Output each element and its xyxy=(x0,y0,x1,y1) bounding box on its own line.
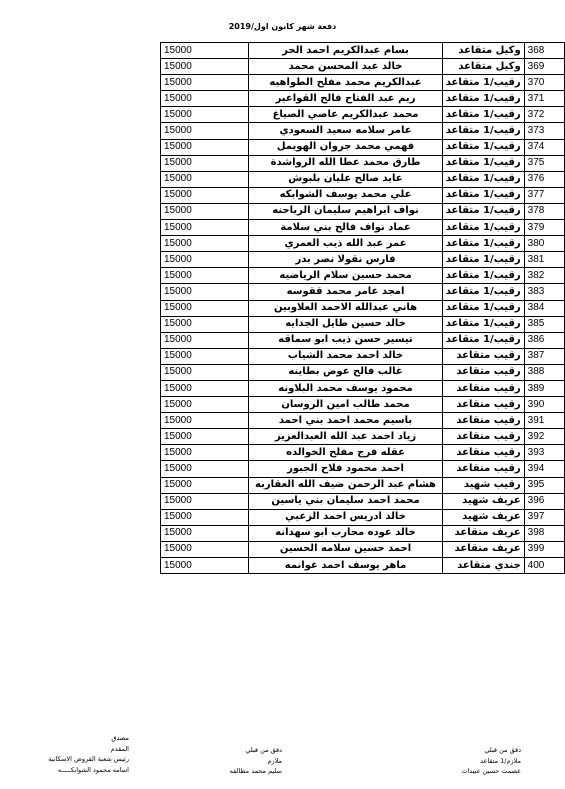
row-number-cell: 373 xyxy=(524,123,564,139)
name-cell: هاني عبدالله الاحمد العلاوبين xyxy=(249,300,442,316)
amount-cell: 15000 xyxy=(161,187,249,203)
name-cell: امجد عامر محمد ققوسه xyxy=(249,284,442,300)
table-row xyxy=(161,525,565,541)
table-row xyxy=(161,203,565,219)
table-row xyxy=(161,107,565,123)
row-number-cell: 400 xyxy=(524,558,564,574)
rank-cell: رقيب/1 متقاعد xyxy=(442,123,524,139)
rank-cell: رقيب متقاعد xyxy=(442,348,524,364)
row-number-cell: 374 xyxy=(524,139,564,155)
table-row xyxy=(161,332,565,348)
rank-cell: رقيب متقاعد xyxy=(442,429,524,445)
amount-cell: 15000 xyxy=(161,300,249,316)
table-row xyxy=(161,364,565,380)
amount-cell: 15000 xyxy=(161,397,249,413)
name-cell: عايد صالح عليان بلبوش xyxy=(249,171,442,187)
row-number-cell: 370 xyxy=(524,75,564,91)
rank-cell: رقيب/1 متقاعد xyxy=(442,203,524,219)
row-number-cell: 386 xyxy=(524,332,564,348)
signature-line: مصدق xyxy=(111,734,129,742)
row-number-cell: 387 xyxy=(524,348,564,364)
row-number-cell: 381 xyxy=(524,252,564,268)
rank-cell: رقيب متقاعد xyxy=(442,397,524,413)
name-cell: محمود يوسف محمد البلاونه xyxy=(249,380,442,396)
signature-line: رئيس شعبة القروض الاسكانية xyxy=(48,755,129,763)
row-number-cell: 396 xyxy=(524,493,564,509)
name-cell: خالد حسين طايل الجدايه xyxy=(249,316,442,332)
signature-line: المقدم xyxy=(110,744,129,753)
amount-cell: 15000 xyxy=(161,380,249,396)
amount-cell: 15000 xyxy=(161,155,249,171)
name-cell: احمد حسين سلامه الحسين xyxy=(249,541,442,557)
rank-cell: رقيب/1 متقاعد xyxy=(442,155,524,171)
rank-cell: رقيب متقاعد xyxy=(442,380,524,396)
row-number-cell: 380 xyxy=(524,236,564,252)
rank-cell: عريف متقاعد xyxy=(442,541,524,557)
amount-cell: 15000 xyxy=(161,284,249,300)
name-cell: محمد طالب امين الروسان xyxy=(249,397,442,413)
amount-cell: 15000 xyxy=(161,171,249,187)
name-cell: ريم عبد الفتاح فالح القواعير xyxy=(249,91,442,107)
signature-block-checker-1 xyxy=(461,745,521,777)
table-row xyxy=(161,43,565,59)
row-number-cell: 390 xyxy=(524,397,564,413)
table-row xyxy=(161,477,565,493)
amount-cell: 15000 xyxy=(161,558,249,574)
table-row xyxy=(161,268,565,284)
name-cell: تيسير حسن ذيب ابو سماقه xyxy=(249,332,442,348)
name-cell: خالد احمد محمد الشياب xyxy=(249,348,442,364)
row-number-cell: 398 xyxy=(524,525,564,541)
rank-cell: جندي متقاعد xyxy=(442,558,524,574)
payment-table-body xyxy=(161,43,565,574)
table-row xyxy=(161,236,565,252)
signature-line: دقق من قبلي xyxy=(245,746,282,754)
signature-line: دقق من قبلي xyxy=(484,746,521,754)
rank-cell: رقيب/1 متقاعد xyxy=(442,332,524,348)
rank-cell: رقيب/1 متقاعد xyxy=(442,107,524,123)
row-number-cell: 375 xyxy=(524,155,564,171)
amount-cell: 15000 xyxy=(161,316,249,332)
amount-cell: 15000 xyxy=(161,348,249,364)
name-cell: محمد عبدالكريم عاصي الصياغ xyxy=(249,107,442,123)
rank-cell: رقيب/1 متقاعد xyxy=(442,75,524,91)
amount-cell: 15000 xyxy=(161,91,249,107)
name-cell: باسيم محمد احمد بني احمد xyxy=(249,413,442,429)
table-row xyxy=(161,252,565,268)
row-number-cell: 392 xyxy=(524,429,564,445)
signature-line: سليم محمد مطالقه xyxy=(229,767,282,775)
name-cell: فهمي محمد جروان الهويمل xyxy=(249,139,442,155)
table-row xyxy=(161,429,565,445)
table-row xyxy=(161,493,565,509)
table-row xyxy=(161,171,565,187)
name-cell: خالد عوده محارب ابو سهدانه xyxy=(249,525,442,541)
amount-cell: 15000 xyxy=(161,59,249,75)
amount-cell: 15000 xyxy=(161,332,249,348)
table-row xyxy=(161,75,565,91)
table-row xyxy=(161,123,565,139)
amount-cell: 15000 xyxy=(161,493,249,509)
amount-cell: 15000 xyxy=(161,445,249,461)
rank-cell: رقيب/1 متقاعد xyxy=(442,91,524,107)
amount-cell: 15000 xyxy=(161,541,249,557)
rank-cell: رقيب متقاعد xyxy=(442,364,524,380)
signature-line: عصمت حسين عبيدات xyxy=(461,767,521,775)
signature-block-approver xyxy=(48,733,129,775)
rank-cell: رقيب/1 متقاعد xyxy=(442,220,524,236)
name-cell: عامر سلامه سعيد السعودي xyxy=(249,123,442,139)
rank-cell: وكيل متقاعد xyxy=(442,43,524,59)
amount-cell: 15000 xyxy=(161,107,249,123)
table-row xyxy=(161,413,565,429)
name-cell: محمد احمد سليمان بني ياسين xyxy=(249,493,442,509)
rank-cell: رقيب/1 متقاعد xyxy=(442,300,524,316)
table-row xyxy=(161,397,565,413)
name-cell: ماهر يوسف احمد غوانمه xyxy=(249,558,442,574)
row-number-cell: 372 xyxy=(524,107,564,123)
amount-cell: 15000 xyxy=(161,364,249,380)
name-cell: بسام عبدالكريم احمد الحر xyxy=(249,43,442,59)
rank-cell: رقيب/1 متقاعد xyxy=(442,316,524,332)
signature-line: ملازم/1 متقاعد xyxy=(480,756,521,765)
rank-cell: رقيب/1 متقاعد xyxy=(442,268,524,284)
rank-cell: رقيب متقاعد xyxy=(442,413,524,429)
table-row xyxy=(161,220,565,236)
row-number-cell: 382 xyxy=(524,268,564,284)
amount-cell: 15000 xyxy=(161,75,249,91)
row-number-cell: 388 xyxy=(524,364,564,380)
amount-cell: 15000 xyxy=(161,413,249,429)
name-cell: احمد محمود فلاح الجبور xyxy=(249,461,442,477)
table-row xyxy=(161,445,565,461)
signature-line: اسامه محمود الشوابكـــــه xyxy=(57,765,129,774)
rank-cell: عريف شهيد xyxy=(442,509,524,525)
row-number-cell: 368 xyxy=(524,43,564,59)
row-number-cell: 377 xyxy=(524,187,564,203)
rank-cell: وكيل متقاعد xyxy=(442,59,524,75)
rank-cell: عريف متقاعد xyxy=(442,525,524,541)
name-cell: خالد عبد المحسن محمد xyxy=(249,59,442,75)
row-number-cell: 379 xyxy=(524,220,564,236)
name-cell: عماد نواف فالح بني سلامة xyxy=(249,220,442,236)
rank-cell: رقيب/1 متقاعد xyxy=(442,236,524,252)
rank-cell: رقيب/1 متقاعد xyxy=(442,171,524,187)
amount-cell: 15000 xyxy=(161,220,249,236)
table-row xyxy=(161,300,565,316)
name-cell: محمد حسين سلام الرياضيه xyxy=(249,268,442,284)
table-row xyxy=(161,284,565,300)
signature-block-checker-2 xyxy=(230,745,282,777)
amount-cell: 15000 xyxy=(161,43,249,59)
name-cell: عقله فرج مفلح الخوالده xyxy=(249,445,442,461)
rank-cell: رقيب/1 متقاعد xyxy=(442,252,524,268)
row-number-cell: 384 xyxy=(524,300,564,316)
name-cell: غالب فالح عوض بطاينه xyxy=(249,364,442,380)
amount-cell: 15000 xyxy=(161,252,249,268)
table-row xyxy=(161,380,565,396)
name-cell: خالد ادريس احمد الزعبي xyxy=(249,509,442,525)
name-cell: طارق محمد عطا الله الرواشدة xyxy=(249,155,442,171)
amount-cell: 15000 xyxy=(161,477,249,493)
name-cell: عبدالكريم محمد مفلح الطواهيه xyxy=(249,75,442,91)
name-cell: فارس نقولا نصر بدر xyxy=(249,252,442,268)
row-number-cell: 371 xyxy=(524,91,564,107)
name-cell: هشام عبد الرحمن ضيف الله العقاربه xyxy=(249,477,442,493)
amount-cell: 15000 xyxy=(161,268,249,284)
table-row xyxy=(161,558,565,574)
row-number-cell: 385 xyxy=(524,316,564,332)
table-row xyxy=(161,509,565,525)
payment-table xyxy=(160,42,565,574)
row-number-cell: 394 xyxy=(524,461,564,477)
amount-cell: 15000 xyxy=(161,203,249,219)
row-number-cell: 395 xyxy=(524,477,564,493)
rank-cell: رقيب متقاعد xyxy=(442,461,524,477)
amount-cell: 15000 xyxy=(161,461,249,477)
rank-cell: رقيب/1 متقاعد xyxy=(442,139,524,155)
row-number-cell: 391 xyxy=(524,413,564,429)
table-row xyxy=(161,541,565,557)
table-row xyxy=(161,155,565,171)
table-row xyxy=(161,187,565,203)
amount-cell: 15000 xyxy=(161,509,249,525)
row-number-cell: 369 xyxy=(524,59,564,75)
rank-cell: عريف شهيد xyxy=(442,493,524,509)
name-cell: علي محمد يوسف الشوابكه xyxy=(249,187,442,203)
table-row xyxy=(161,348,565,364)
table-row xyxy=(161,59,565,75)
table-row xyxy=(161,91,565,107)
name-cell: نواف ابراهيم سليمان الرياحنه xyxy=(249,203,442,219)
rank-cell: رقيب/1 متقاعد xyxy=(442,284,524,300)
row-number-cell: 376 xyxy=(524,171,564,187)
name-cell: زياد احمد عبد الله العبدالعزيز xyxy=(249,429,442,445)
name-cell: عمر عبد الله ذيب العمري xyxy=(249,236,442,252)
amount-cell: 15000 xyxy=(161,123,249,139)
amount-cell: 15000 xyxy=(161,139,249,155)
table-row xyxy=(161,139,565,155)
table-row xyxy=(161,461,565,477)
rank-cell: رقيب/1 متقاعد xyxy=(442,187,524,203)
row-number-cell: 389 xyxy=(524,380,564,396)
rank-cell: رقيب شهيد xyxy=(442,477,524,493)
row-number-cell: 383 xyxy=(524,284,564,300)
signature-line: ملازم xyxy=(267,756,282,765)
row-number-cell: 393 xyxy=(524,445,564,461)
rank-cell: رقيب متقاعد xyxy=(442,445,524,461)
table-row xyxy=(161,316,565,332)
page-title: دفعة شهر كانون اول/2019 xyxy=(228,22,337,31)
row-number-cell: 397 xyxy=(524,509,564,525)
amount-cell: 15000 xyxy=(161,525,249,541)
row-number-cell: 378 xyxy=(524,203,564,219)
amount-cell: 15000 xyxy=(161,236,249,252)
row-number-cell: 399 xyxy=(524,541,564,557)
amount-cell: 15000 xyxy=(161,429,249,445)
